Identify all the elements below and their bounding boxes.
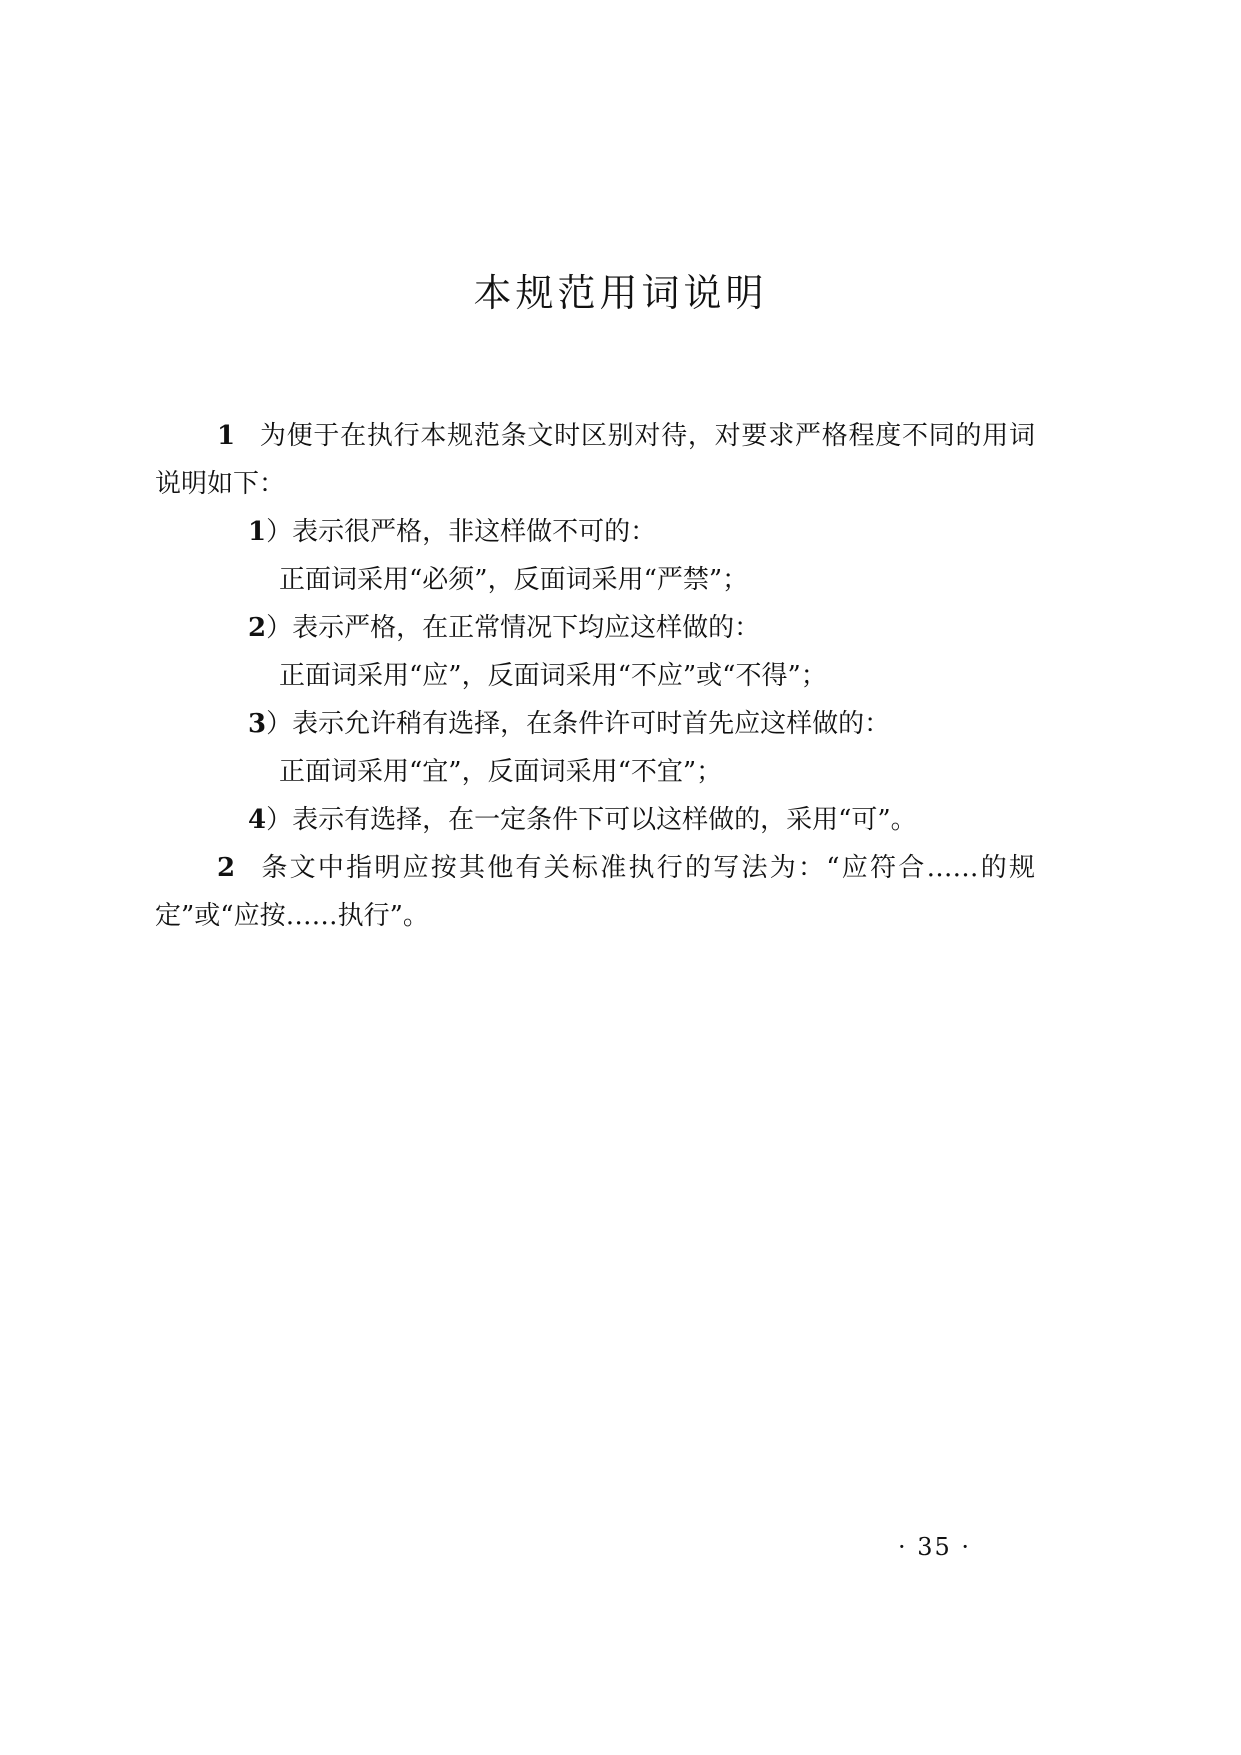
item-number: 3 (248, 709, 267, 739)
item-detail: 正面词采用“必须”，反面词采用“严禁”； (279, 565, 749, 595)
item-number: 1 (248, 517, 267, 547)
page-number: · 35 · (898, 1533, 972, 1561)
clause-number: 2 (217, 853, 236, 883)
item-label: ）表示很严格，非这样做不可的： (266, 517, 657, 547)
item-detail: 正面词采用“宜”，反面词采用“不宜”； (279, 757, 723, 787)
list-item (155, 700, 1035, 748)
document-body (155, 412, 1035, 940)
page-title: 本规范用词说明 (473, 271, 768, 315)
item-number: 4 (248, 805, 267, 835)
item-number: 2 (248, 613, 267, 643)
item-label: ）表示允许稍有选择，在条件许可时首先应这样做的： (266, 709, 891, 739)
clause-number: 1 (217, 421, 236, 451)
clause-text: 条文中指明应按其他有关标准执行的写法为：“应符合……的规定”或“应按……执行”。 (155, 853, 1035, 931)
item-label: ）表示有选择，在一定条件下可以这样做的，采用“可”。 (266, 805, 917, 835)
item-detail: 正面词采用“应”，反面词采用“不应”或“不得”； (279, 661, 827, 691)
item-label: ）表示严格，在正常情况下均应这样做的： (266, 613, 761, 643)
clause-text: 为便于在执行本规范条文时区别对待，对要求严格程度不同的用词说明如下： (155, 421, 1035, 499)
clause-2 (155, 844, 1035, 940)
clause-1 (155, 412, 1035, 508)
list-item (155, 604, 1035, 652)
list-item (155, 796, 1035, 844)
list-item (155, 508, 1035, 556)
